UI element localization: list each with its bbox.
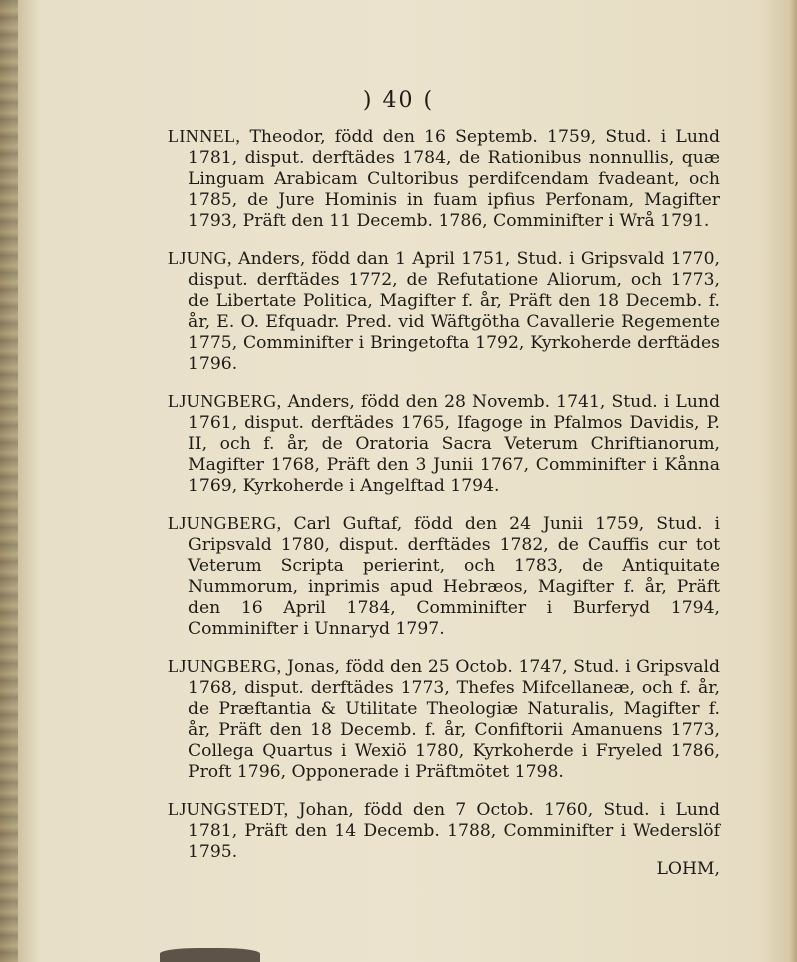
- entry-name: LJUNGBERG,: [168, 513, 282, 533]
- entry-name: LINNEL,: [168, 126, 241, 146]
- entry-name: LJUNGBERG,: [168, 391, 282, 411]
- entry-ljungberg-carl: [168, 513, 720, 640]
- entry-text: Anders, född dan 1 April 1751, Stud. i Gripsvald 1770, disput. derftädes 1772, de Refutatione Aliorum, och 1773, de Libertate Politica, Magifter f. år, Präft den 18 Decemb. f. år, E. O. Efquadr. Pred. vid Wäftgötha Cavallerie Regemente 1775, Comminifter i Bringetofta 1792, Kyrkoherde derftädes 1796.: [188, 249, 720, 374]
- entry-text: Johan, född den 7 Octob. 1760, Stud. i Lund 1781, Präft den 14 Decemb. 1788, Comminifter i Wederslöf 1795.: [188, 800, 720, 862]
- entry-ljungberg-anders: [168, 391, 720, 497]
- entry-name: LJUNG,: [168, 248, 232, 268]
- entry-name: LJUNGBERG,: [168, 656, 282, 676]
- entry-list: [168, 126, 720, 879]
- entry-text: Theodor, född den 16 Septemb. 1759, Stud. i Lund 1781, disput. derftädes 1784, de Rationibus nonnullis, quæ Linguam Arabicam Cultoribus perdifcendam fvadeant, och 1785, de Jure Hominis in fuam ipfius Perfonam, Magifter 1793, Präft den 11 Decemb. 1786, Comminifter i Wrå 1791.: [188, 127, 720, 231]
- page-number: ) 40 (: [362, 88, 435, 113]
- entry-ljung: [168, 248, 720, 375]
- catchword: LOHM,: [656, 859, 720, 879]
- entry-ljungberg-jonas: [168, 656, 720, 783]
- entry-ljungstedt: [168, 799, 720, 863]
- entry-text: Anders, född den 28 Novemb. 1741, Stud. i Lund 1761, disput. derftädes 1765, Ifagoge in Pfalmos Davidis, P. II, och f. år, de Oratoria Sacra Veterum Chriftianorum, Magifter 1768, Präft den 3 Junii 1767, Comminifter i Kånna 1769, Kyrkoherde i Angelftad 1794.: [188, 392, 720, 496]
- entry-name: LJUNGSTEDT,: [168, 799, 289, 819]
- entry-text: Carl Guftaf, född den 24 Junii 1759, Stud. i Gripsvald 1780, disput. derftädes 1782, de Cauffis cur tot Veterum Scripta perierint, och 1783, de Antiquitate Nummorum, inprimis apud Hebræos, Magifter f. år, Präft den 16 April 1784, Comminifter i Burferyd 1794, Comminifter i Unnaryd 1797.: [188, 514, 720, 639]
- ink-stain-decoration: [160, 948, 260, 962]
- entry-text: Jonas, född den 25 Octob. 1747, Stud. i Gripsvald 1768, disput. derftädes 1773, Thefes Mifcellaneæ, och f. år, de Præftantia & Utilitate Theologiæ Naturalis, Magifter f. år, Präft den 18 Decemb. f. år, Confiftorii Amanuens 1773, Collega Quartus i Wexiö 1780, Kyrkoherde i Fryeled 1786, Proft 1796, Opponerade i Präftmötet 1798.: [188, 657, 720, 782]
- entry-linnel: [168, 126, 720, 232]
